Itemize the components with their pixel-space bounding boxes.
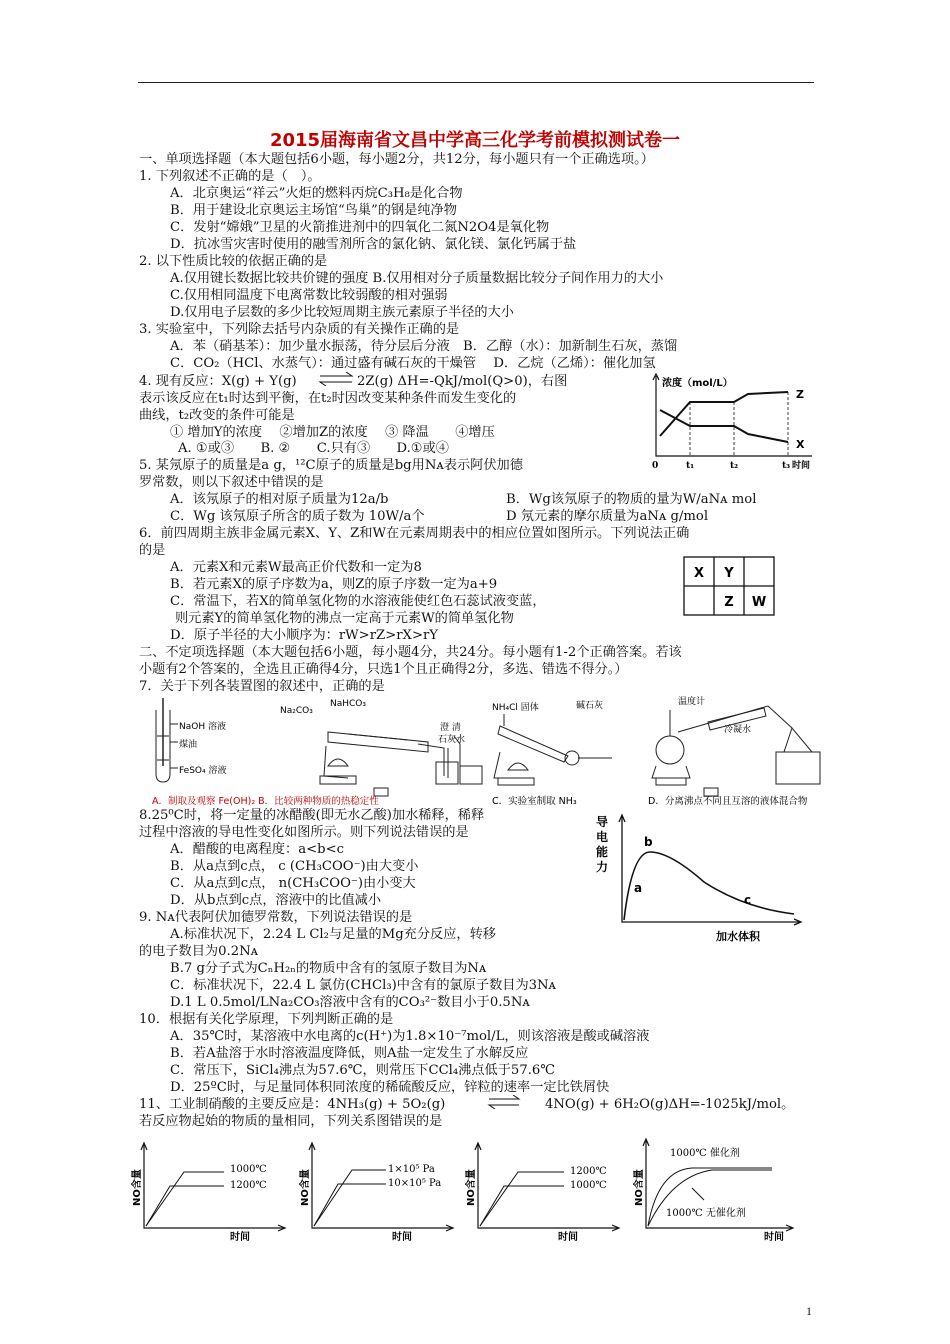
q4-origin: 0 — [652, 461, 659, 471]
q11-graph-2 — [288, 1140, 458, 1244]
q4-options: A. ①或③ B. ② C.只有③ D.①或④ — [178, 441, 449, 456]
q11-g3-upper: 1200℃ — [570, 1166, 607, 1177]
q6-option-c1: C．常温下，若X的简单氢化物的水溶液能使红色石蕊试液变蓝， — [170, 594, 546, 609]
q1-option-c: C．发射“嫦娥”卫星的火箭推进剂中的四氧化二氮N2O4是氧化物 — [170, 220, 550, 235]
q6-periodic-table — [683, 556, 775, 616]
q11-g3-xlabel: 时间 — [558, 1232, 578, 1243]
q11-graph-1 — [120, 1140, 290, 1244]
q8-ylabel-1: 导 — [596, 815, 609, 829]
label-naoh: NaOH 溶液 — [179, 722, 226, 732]
q11-g3-ylabel: NO含量 — [466, 1169, 477, 1206]
q11-g1-lower: 1200℃ — [230, 1180, 267, 1191]
q10-stem: 10．根据有关化学原理，下列判断正确的是 — [139, 1012, 394, 1027]
q9-option-b: B.7 g分子式为CₙH₂ₙ的物质中含有的氢原子数目为Nᴀ — [170, 961, 487, 976]
label-na2co3: Na₂CO₃ — [280, 706, 313, 716]
cell-w: W — [751, 595, 767, 610]
q8-option-a: A．醋酸的电离程度：a<b<c — [170, 842, 344, 857]
q4-label-x: X — [796, 438, 805, 451]
q4-line1a: 4. 现有反应：X(g) + Y(g) — [139, 374, 297, 389]
q4-xlabel: 时间 — [792, 461, 811, 471]
q8-xlabel: 加水体积 — [716, 930, 760, 943]
q11-line1a: 11、工业制硝酸的主要反应是：4NH₃(g) + 5O₂(g) — [139, 1097, 446, 1112]
q6-option-b: B．若元素X的原子序数为a，则Z的原子序数一定为a+9 — [170, 577, 498, 592]
q4-conditions: ① 增加Y的浓度 ②增加Z的浓度 ③ 降温 ④增压 — [170, 425, 495, 440]
q3-option-cd: C．CO₂（HCl、水蒸气）：通过盛有碱石灰的干燥管 D．乙烷（乙烯）：催化加氢 — [170, 356, 656, 371]
q11-equilibrium-arrow-icon — [487, 1095, 521, 1109]
q10-option-b: B．若A盐溶于水时溶液温度降低，则A盐一定发生了水解反应 — [170, 1046, 529, 1061]
label-nh4cl: NH₄Cl 固体 — [492, 703, 539, 713]
q11-graph-3 — [454, 1140, 624, 1244]
q8-line2: 过程中溶液的导电性变化如图所示。则下列说法错误的是 — [139, 825, 469, 840]
q10-option-d: D．25ºC时，与足量同体积同浓度的稀硫酸反应，锌粒的速率一定比铁屑快 — [170, 1080, 610, 1095]
q6-line2: 的是 — [139, 543, 166, 558]
cell-y: Y — [724, 566, 734, 581]
cell-z: Z — [724, 595, 734, 610]
apparatus-c — [494, 714, 612, 785]
q8-line1: 8.25⁰C时，将一定量的冰醋酸(即无水乙酸)加水稀释，稀释 — [139, 808, 485, 823]
equilibrium-arrow-icon — [318, 372, 354, 386]
apparatus-d — [652, 706, 820, 796]
q7-caption-ab: A．制取及观察 Fe(OH)₂ B．比较两种物质的热稳定性 — [152, 796, 379, 807]
q11-line1b: 4NO(g) + 6H₂O(g)ΔH=-1025kJ/mol。 — [545, 1097, 795, 1112]
q11-g1-xlabel: 时间 — [230, 1232, 250, 1243]
q7-stem: 7．关于下列各装置图的叙述中，正确的是 — [139, 679, 385, 694]
page-number: 1 — [806, 1304, 812, 1318]
label-shihui: 石灰水 — [438, 735, 466, 745]
q11-graph-4 — [622, 1136, 802, 1244]
section-2-heading-line1: 二、不定项选择题（本大题包括6小题，每小题4分，共24分。每小题有1-2个正确答案。若该 — [139, 645, 682, 660]
label-feso4: FeSO₄ 溶液 — [179, 766, 227, 776]
q9-option-a1: A.标准状况下，2.24 L Cl₂与足量的Mg充分反应，转移 — [170, 927, 496, 942]
apparatus-a — [156, 698, 178, 782]
q4-t3: t₃ — [782, 461, 791, 471]
q7-apparatus-figure — [148, 696, 838, 808]
q6-line1: 6．前四周期主族非金属元素X、Y、Z和W在元素周期表中的相应位置如图所示。下列说法正确 — [139, 526, 690, 541]
q9-option-d: D.1 L 0.5mol/LNa₂CO₃溶液中含有的CO₃²⁻数目小于0.5Nᴀ — [170, 995, 530, 1010]
q11-g2-upper: 1×10⁵ Pa — [388, 1164, 435, 1175]
q10-option-c: C．常压下，SiCl₄沸点为57.6℃，则常压下CCl₄沸点低于57.6℃ — [170, 1063, 556, 1078]
q11-g2-ylabel: NO含量 — [300, 1169, 311, 1206]
q5-option-a: A．该氖原子的相对原子质量为12a/b — [170, 492, 389, 507]
q2-option-d: D.仅用电子层数的多少比较短周期主族元素原子半径的大小 — [170, 305, 514, 320]
section-2-heading-line2: 小题有2个答案的，全选且正确得4分，只选1个且正确得2分，多选、错选不得分。） — [139, 662, 628, 677]
q8-ylabel-4: 力 — [596, 860, 609, 874]
q11-g4-xlabel: 时间 — [764, 1232, 784, 1243]
q2-option-c: C.仅用相同温度下电离常数比较弱酸的相对强弱 — [170, 288, 448, 303]
q2-stem: 2. 以下性质比较的依据正确的是 — [139, 254, 328, 269]
q4-concentration-chart — [648, 372, 820, 472]
q11-g4-lower: 1000℃ 无催化剂 — [666, 1208, 746, 1219]
q8-ylabel-3: 能 — [596, 845, 609, 859]
q11-g1-ylabel: NO含量 — [132, 1169, 143, 1206]
conductivity-curve — [624, 852, 794, 920]
q5-line2: 罗常数，则以下叙述中错误的是 — [139, 475, 324, 490]
cell-x: X — [693, 566, 705, 581]
q7-caption-c: C．实验室制取 NH₃ — [492, 796, 577, 807]
q6-option-a: A．元素X和元素W最高正价代数和一定为8 — [170, 560, 422, 575]
q4-t2: t₂ — [730, 461, 739, 471]
label-nahco3: NaHCO₃ — [330, 699, 366, 709]
q8-option-c: C．从a点到c点， n(CH₃COO⁻)由小变大 — [170, 876, 416, 891]
q11-line2: 若反应物起始的物质的量相同，下列关系图错误的是 — [139, 1114, 443, 1129]
q11-g1-upper: 1000℃ — [230, 1164, 267, 1175]
q1-option-a: A．北京奥运“祥云”火炬的燃料丙烷C₃H₈是化合物 — [170, 186, 463, 201]
q3-stem: 3. 实验室中，下列除去括号内杂质的有关操作正确的是 — [139, 322, 460, 337]
q10-option-a: A．35℃时，某溶液中水电离的c(H⁺)为1.8×10⁻⁷mol/L，则该溶液是酸或碱溶液 — [170, 1029, 650, 1044]
q8-point-a: a — [634, 881, 643, 895]
q1-option-b: B．用于建设北京奥运主场馆“鸟巢”的钢是纯净物 — [170, 203, 457, 218]
q5-option-c: C．Wg 该氖原子所含的质子数为 10W/a个 — [170, 509, 425, 524]
q5-line1: 5. 某氖原子的质量是a g，¹²C原子的质量是bg用Nᴀ表示阿伏加德 — [139, 458, 523, 473]
label-meiyou: 煤油 — [179, 740, 198, 750]
q4-line3: 曲线，t₂改变的条件可能是 — [139, 408, 295, 423]
q4-line2: 表示该反应在t₁时达到平衡，在t₂时因改变某种条件而发生变化的 — [139, 391, 517, 406]
q11-g2-xlabel: 时间 — [392, 1232, 412, 1243]
q7-caption-d: D．分离沸点不同且互溶的液体混合物 — [648, 796, 808, 807]
q8-ylabel-2: 电 — [596, 830, 609, 844]
q9-option-a2: 的电子数目为0.2Nᴀ — [139, 944, 259, 959]
q4-t1: t₁ — [686, 461, 695, 471]
q4-ylabel: 浓度（mol/L） — [662, 378, 733, 389]
q1-option-d: D．抗冰雪灾害时使用的融雪剂所含的氯化钠、氯化镁、氯化钙属于盐 — [170, 237, 577, 252]
q8-conductivity-chart — [594, 812, 804, 944]
q8-option-d: D．从b点到c点，溶液中的比值减小 — [170, 893, 382, 908]
q3-option-ab: A．苯（硝基苯）：加少量水振荡，待分层后分液 B．乙醇（水）：加新制生石灰，蒸馏 — [170, 339, 678, 354]
label-jianshihui: 碱石灰 — [576, 701, 604, 711]
q6-option-d: D．原子半径的大小顺序为：rW>rZ>rX>rY — [170, 628, 438, 643]
header-rule — [138, 82, 814, 83]
label-lengningshui: 冷凝水 — [724, 725, 752, 735]
q8-option-b: B．从a点到c点， c (CH₃COO⁻)由大变小 — [170, 859, 419, 874]
label-wenduji: 温度计 — [678, 697, 706, 707]
q11-g2-lower: 10×10⁵ Pa — [388, 1178, 442, 1189]
label-chengqing: 澄 清 — [440, 723, 461, 733]
q4-label-z: Z — [796, 388, 804, 401]
q8-point-b: b — [644, 835, 653, 849]
q9-option-c: C．标准状况下，22.4 L 氯仿(CHCl₃)中含有的氯原子数目为3Nᴀ — [170, 978, 557, 993]
q2-option-ab: A.仅用键长数据比较共价键的强度 B.仅用相对分子质量数据比较分子间作用力的大小 — [170, 271, 664, 286]
page-title: 2015届海南省文昌中学高三化学考前模拟测试卷一 — [269, 130, 681, 151]
q6-option-c2: 则元素Y的简单氢化物的沸点一定高于元素W的简单氢化物 — [175, 611, 514, 626]
q11-g3-lower: 1000℃ — [570, 1180, 607, 1191]
q11-g4-ylabel: NO含量 — [634, 1169, 645, 1206]
curve-z — [660, 392, 788, 436]
q11-g4-upper: 1000℃ 催化剂 — [670, 1148, 740, 1159]
section-1-heading: 一、单项选择题（本大题包括6小题，每小题2分，共12分，每小题只有一个正确选项。） — [139, 152, 654, 167]
q9-stem: 9. Nᴀ代表阿伏加德罗常数，下列说法错误的是 — [139, 910, 413, 925]
q5-option-d: D 氖元素的摩尔质量为aNᴀ g/mol — [506, 509, 709, 524]
q1-stem: 1. 下列叙述不正确的是（ ）。 — [139, 169, 321, 184]
q8-point-c: c — [744, 893, 752, 907]
q5-option-b: B．Wg该氖原子的物质的量为W/aNᴀ mol — [506, 492, 757, 507]
q4-line1b: 2Z(g) ΔH=-QkJ/mol(Q>0)，右图 — [357, 374, 568, 389]
